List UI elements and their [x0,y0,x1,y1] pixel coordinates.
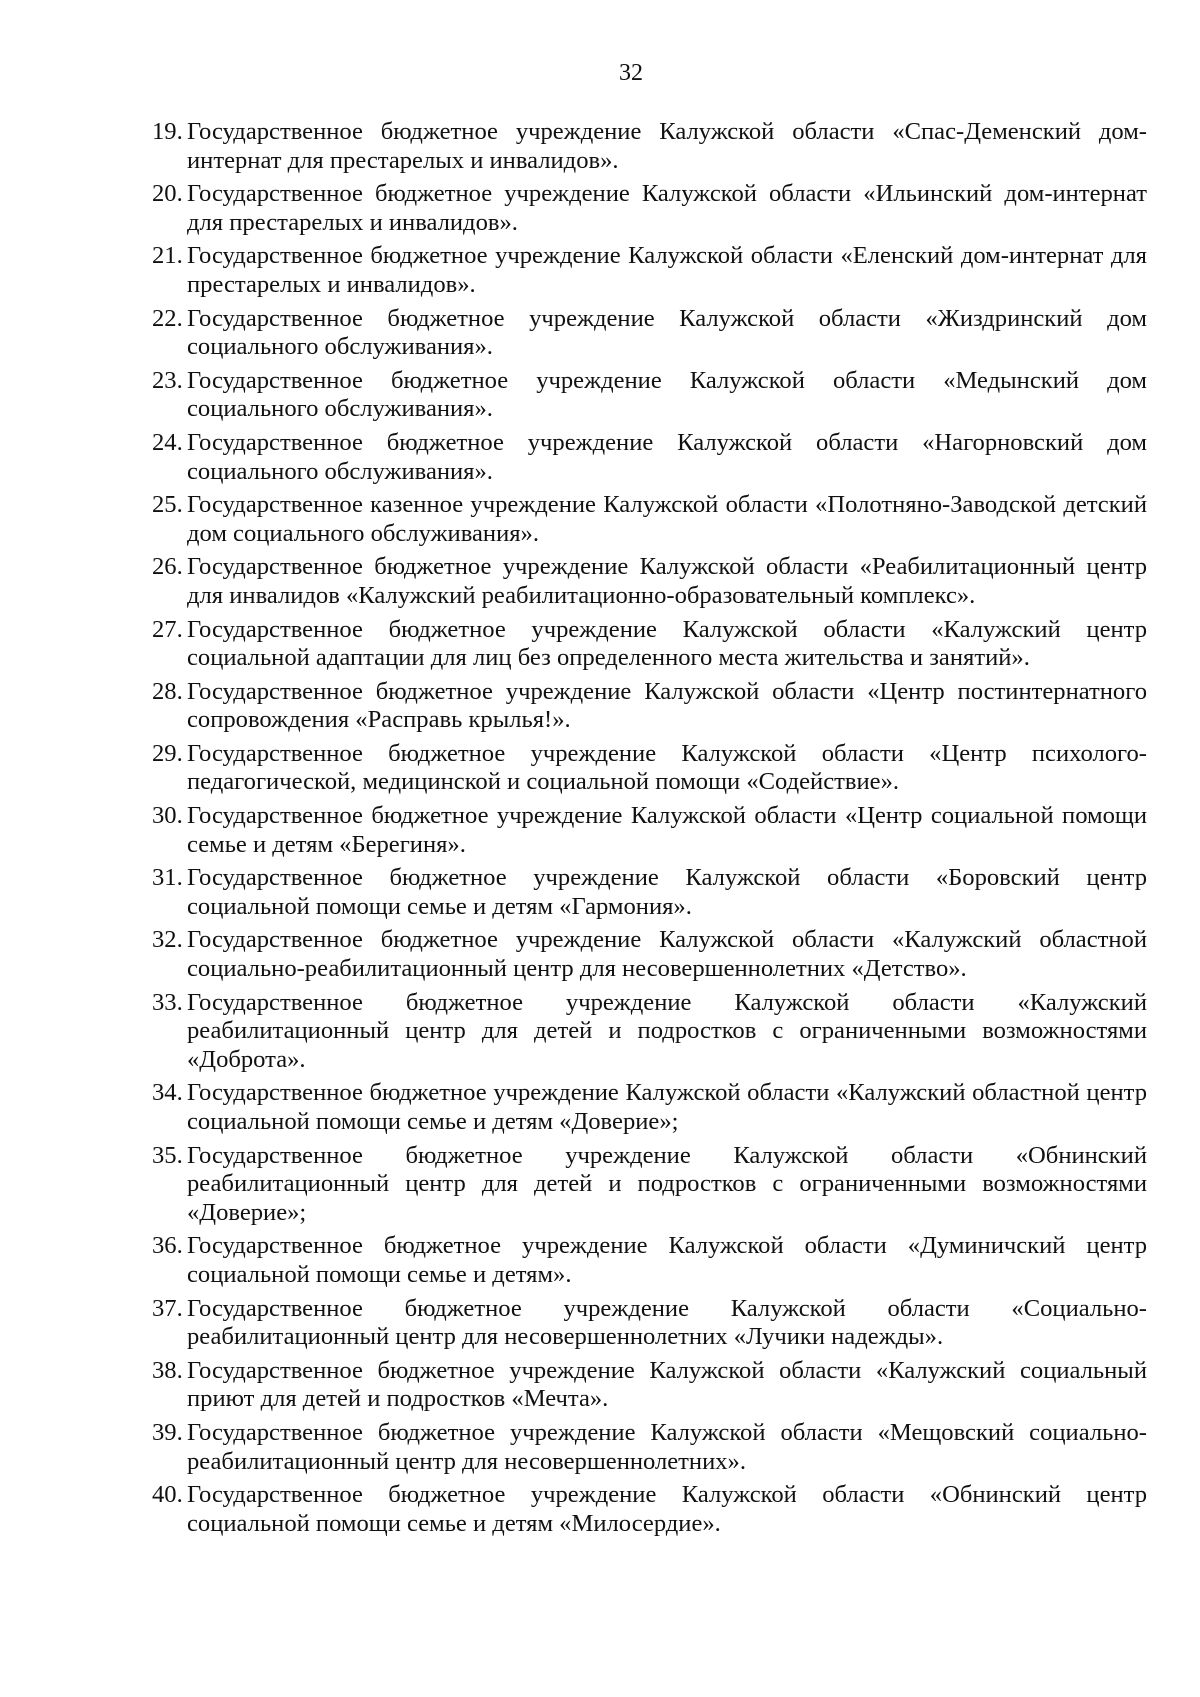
list-item [152,367,1147,424]
list-item [152,740,1147,797]
item-text: Государственное бюджетное учреждение Калужской области «Калужский социальный приют для детей и подростков «Мечта». [187,1356,1147,1413]
item-text: Государственное бюджетное учреждение Калужской области «Боровский центр социальной помощи семье и детям «Гармония». [187,864,1147,920]
item-number: 39. [152,1418,183,1446]
item-number: 21. [152,242,183,270]
item-number: 31. [152,864,183,892]
item-number: 28. [152,677,183,705]
item-text: Государственное бюджетное учреждение Калужской области «Обнинский центр социальной помощи семье и детям «Милосердие». [187,1481,1147,1537]
list-item [152,1357,1147,1414]
list-item [152,1481,1147,1538]
item-number: 27. [152,615,183,643]
item-number: 32. [152,926,183,954]
item-number: 29. [152,739,183,767]
item-number: 33. [152,988,183,1016]
item-text: Государственное бюджетное учреждение Калужской области «Жиздринский дом социального обслуживания». [187,304,1147,361]
list-item [152,1232,1147,1289]
list-item [152,305,1147,362]
item-number: 30. [152,802,183,830]
item-number: 25. [152,491,183,519]
item-text: Государственное бюджетное учреждение Калужской области «Еленский дом-интернат для престарелых и инвалидов». [187,242,1147,298]
item-text: Государственное бюджетное учреждение Калужской области «Обнинский реабилитационный центр для детей и подростков с ограниченными возможностями «Доверие»; [187,1141,1147,1226]
item-text: Государственное бюджетное учреждение Калужской области «Мещовский социально-реабилитационный центр для несовершеннолетних». [187,1418,1147,1475]
item-text: Государственное бюджетное учреждение Калужской области «Калужский областной социально-реабилитационный центр для несовершеннолетних «Детство». [187,926,1147,983]
list-item [152,864,1147,921]
item-text: Государственное бюджетное учреждение Калужской области «Социально-реабилитационный центр для несовершеннолетних «Лучики надежды». [187,1294,1147,1351]
item-text: Государственное бюджетное учреждение Калужской области «Реабилитационный центр для инвалидов «Калужский реабилитационно-образовательный комплекс». [187,553,1147,609]
item-text: Государственное бюджетное учреждение Калужской области «Нагорновский дом социального обслуживания». [187,428,1147,485]
item-text: Государственное бюджетное учреждение Калужской области «Калужский областной центр социальной помощи семье и детям «Доверие»; [187,1079,1147,1135]
list-item [152,616,1147,673]
item-text: Государственное бюджетное учреждение Калужской области «Центр социальной помощи семье и детям «Берегиня». [187,802,1147,858]
item-text: Государственное бюджетное учреждение Калужской области «Думиничский центр социальной помощи семье и детям». [187,1232,1147,1288]
list-item [152,118,1147,175]
list-item [152,1142,1147,1228]
item-text: Государственное бюджетное учреждение Калужской области «Калужский реабилитационный центр для детей и подростков с ограниченными возможностями «Доброта». [187,988,1147,1073]
item-number: 26. [152,553,183,581]
list-item [152,553,1147,610]
list-item [152,1295,1147,1352]
item-number: 36. [152,1232,183,1260]
list-item [152,491,1147,548]
list-item [152,802,1147,859]
list-item [152,1079,1147,1136]
list-item [152,429,1147,486]
item-text: Государственное бюджетное учреждение Калужской области «Ильинский дом-интернат для престарелых и инвалидов». [187,180,1147,236]
item-number: 20. [152,180,183,208]
item-text: Государственное бюджетное учреждение Калужской области «Медынский дом социального обслуживания». [187,366,1147,423]
item-text: Государственное бюджетное учреждение Калужской области «Центр постинтернатного сопровождения «Расправь крылья!». [187,677,1147,734]
item-number: 34. [152,1079,183,1107]
institution-list [152,118,1147,1543]
item-number: 19. [152,118,183,145]
item-text: Государственное бюджетное учреждение Калужской области «Центр психолого-педагогической, медицинской и социальной помощи «Содействие». [187,739,1147,796]
item-text: Государственное бюджетное учреждение Калужской области «Калужский центр социальной адаптации для лиц без определенного места жительства и занятий». [187,615,1147,672]
page-number: 32 [619,60,643,86]
item-number: 23. [152,366,183,394]
list-item [152,242,1147,299]
list-item [152,989,1147,1075]
item-number: 35. [152,1141,183,1169]
item-number: 24. [152,428,183,456]
item-text: Государственное казенное учреждение Калужской области «Полотняно-Заводской детский дом социального обслуживания». [187,491,1147,547]
item-text: Государственное бюджетное учреждение Калужской области «Спас-Деменский дом-интернат для престарелых и инвалидов». [187,118,1147,174]
list-item [152,926,1147,983]
list-item [152,678,1147,735]
item-number: 40. [152,1481,183,1509]
item-number: 37. [152,1294,183,1322]
list-item [152,180,1147,237]
item-number: 38. [152,1356,183,1384]
list-item [152,1419,1147,1476]
item-number: 22. [152,304,183,332]
